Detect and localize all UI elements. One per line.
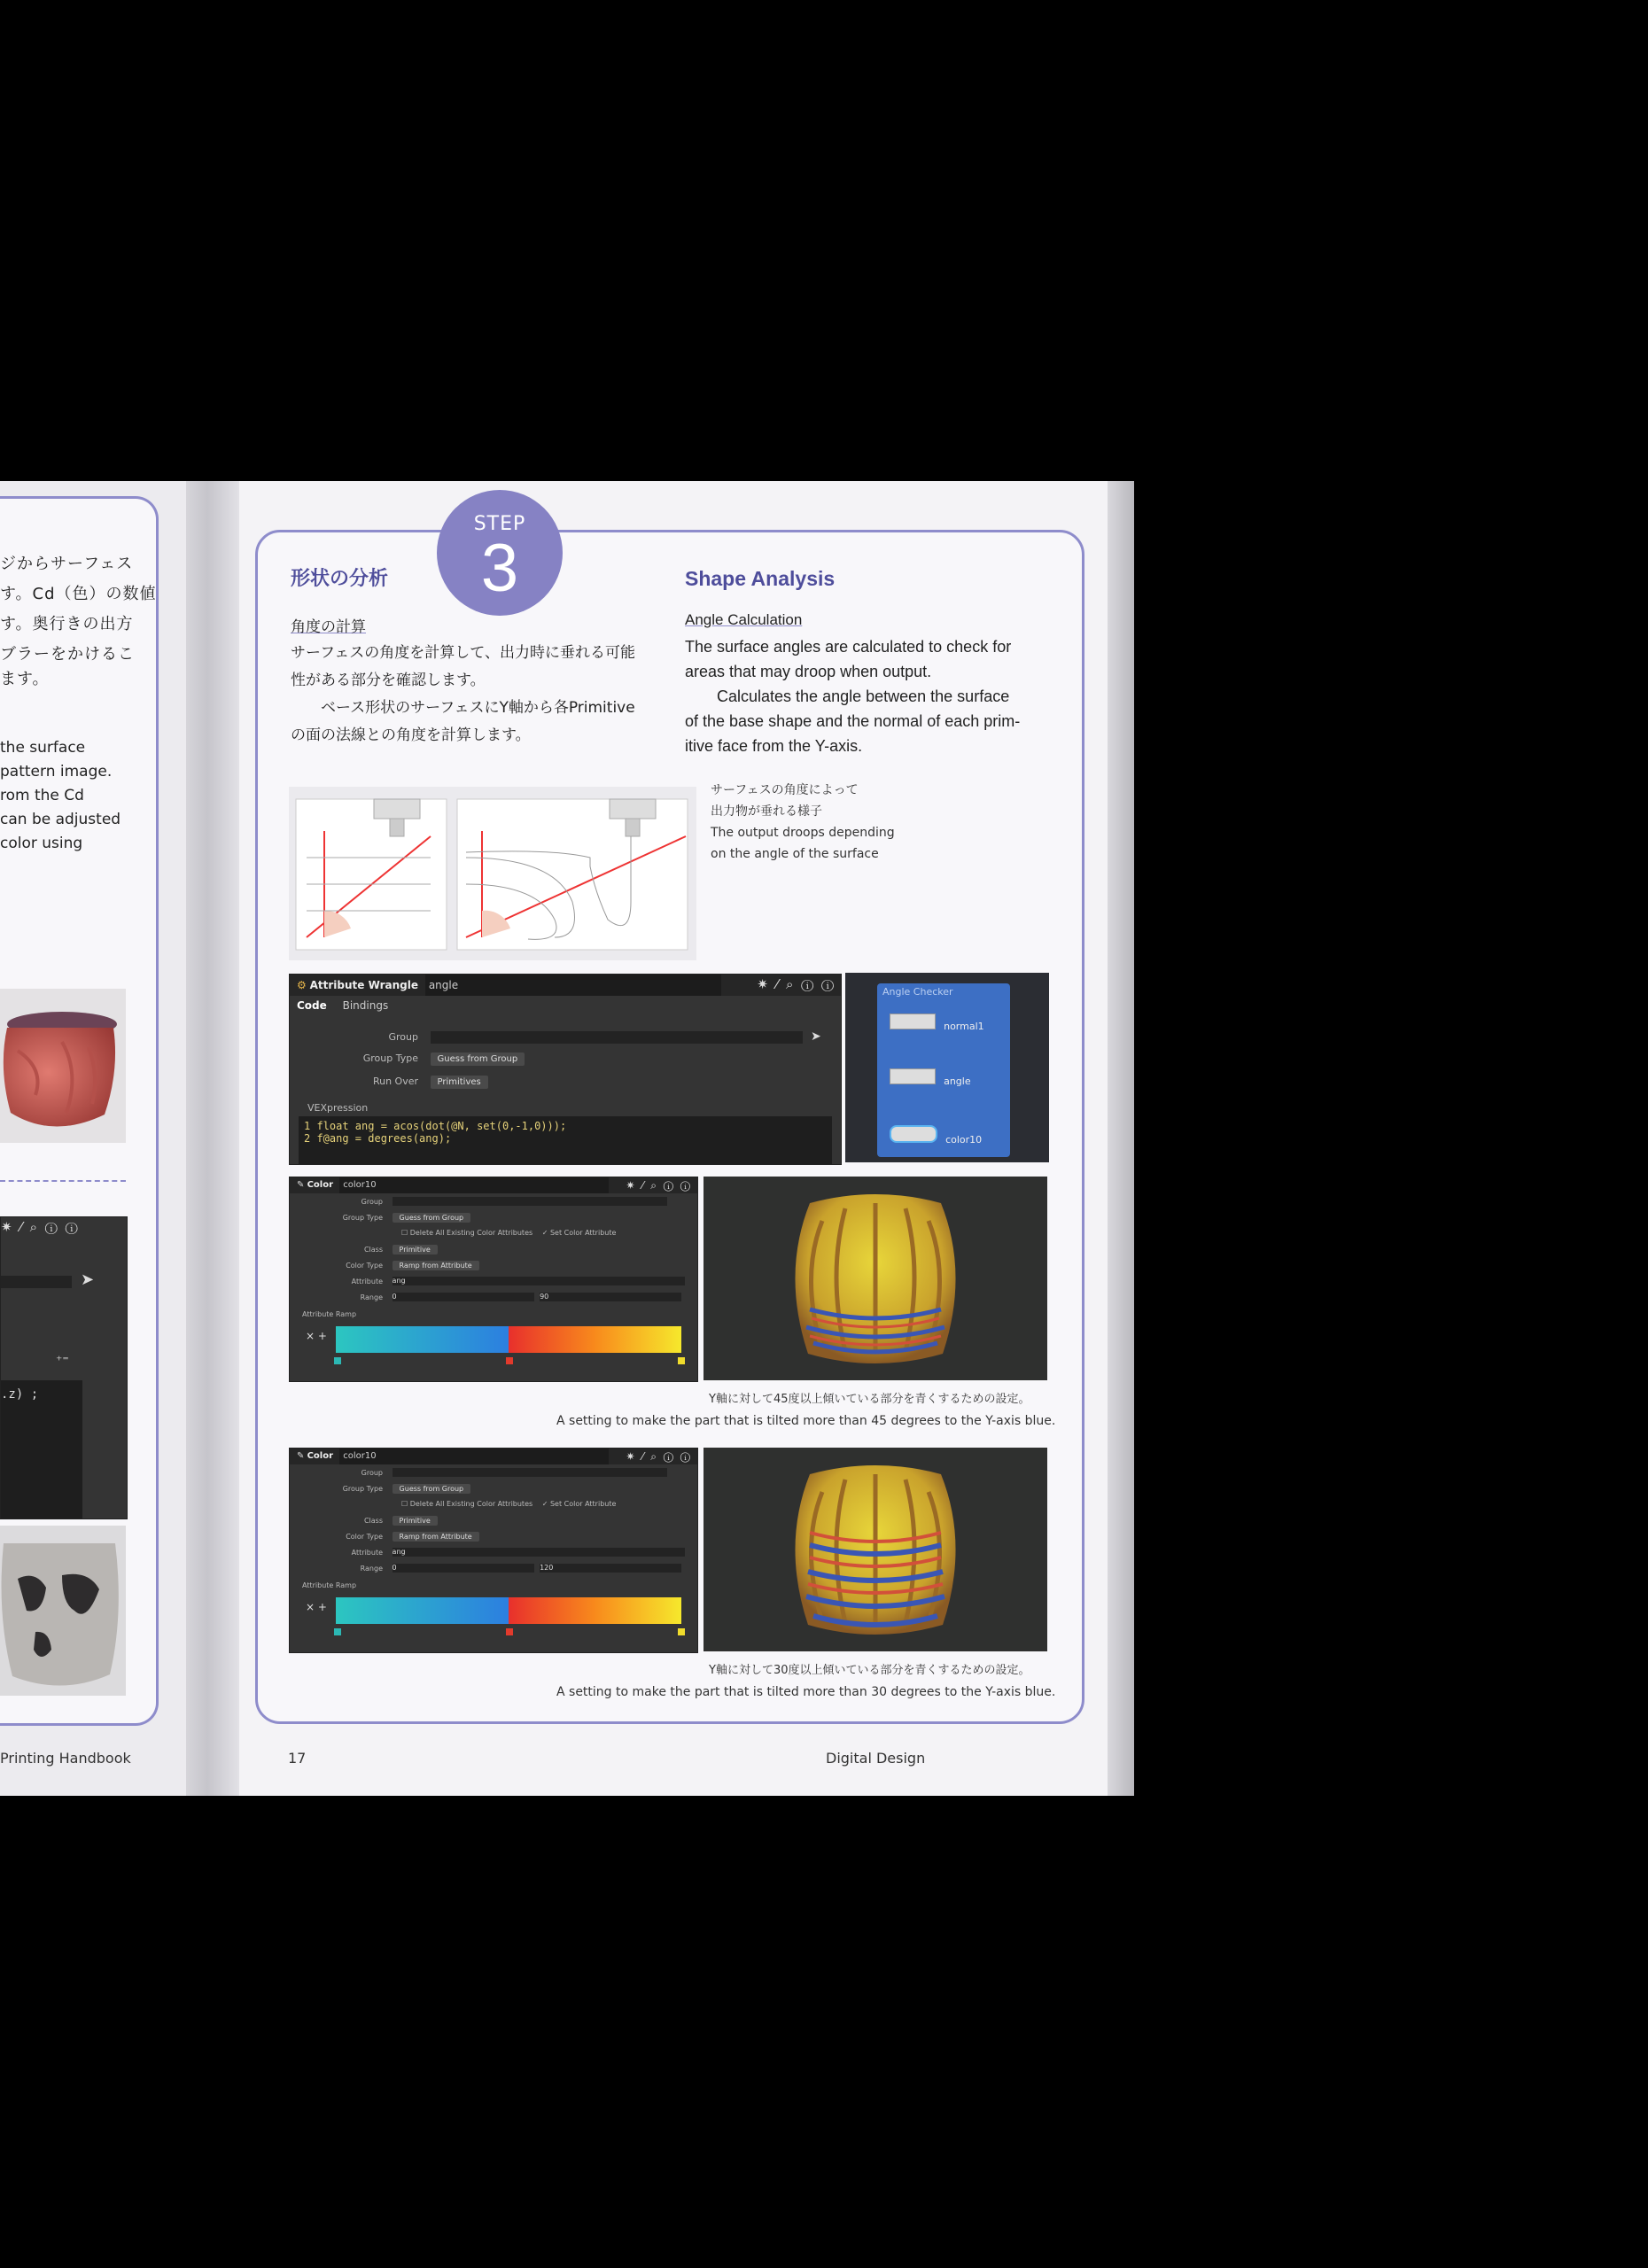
node-color10[interactable] [890,1125,982,1146]
tab-code[interactable]: Code [297,999,327,1012]
group-field[interactable] [393,1468,667,1477]
step-number: 3 [480,531,519,606]
attribute-row [290,1277,685,1285]
code-line: 2 f@ang = degrees(ang); [304,1132,452,1145]
class-row [290,1516,438,1526]
node-icon [890,1014,936,1029]
delete-attrs-label: Delete All Existing Color Attributes [409,1229,533,1237]
caption-line: The output droops depending [711,826,895,840]
diagram-caption [711,780,895,865]
para-en-line: areas that may droop when output. [685,663,932,680]
attribute-field[interactable]: ang [393,1548,685,1557]
network-box-title: Angle Checker [882,986,953,998]
panel-icons[interactable]: ✷ ⁄ ⌕ ⓘ ⓘ [626,1179,692,1192]
color-node-panel-a [289,1177,698,1382]
color-type-row [290,1532,479,1542]
class-select[interactable]: Primitive [393,1245,438,1254]
wrangle-icon: ⚙ [297,979,307,991]
range-max-field[interactable]: 90 [540,1293,681,1301]
node-type-label: Color [307,1451,334,1461]
panel-icons[interactable]: ✷ ⁄ ⌕ ⓘ ⓘ [757,976,836,992]
range-label: Range [360,1293,383,1301]
code-snippet[interactable]: .z) ; [1,1380,82,1519]
page-edge [1108,481,1134,1796]
para-en-line: itive face from the Y-axis. [685,737,863,755]
set-color-checkbox[interactable]: ✓ [541,1500,548,1508]
node-graph-panel [845,973,1049,1162]
para-jp-line: の面の法線との角度を計算します。 [291,726,531,744]
viewport-render-b [704,1448,1047,1651]
left-jp-line: ブラーをかけるこ [0,645,135,664]
node-label: color10 [945,1134,983,1146]
red-vase-render [0,989,126,1143]
attribute-label: Attribute [351,1277,383,1285]
left-world-vase-image [0,1526,126,1696]
vase-render-45 [704,1177,1047,1380]
vexpression-label: VEXpression [307,1102,369,1114]
color-ramp[interactable] [336,1597,681,1624]
left-jp-line: す。Cd（色）の数値 [0,585,157,603]
left-dashed-divider [0,1180,126,1182]
group-row [290,1468,667,1477]
attribute-field[interactable]: ang [393,1277,685,1285]
delete-attrs-checkbox[interactable]: ☐ [401,1500,408,1508]
class-label: Class [363,1517,383,1525]
left-en-line: can be adjusted [0,811,121,828]
group-label: Group [361,1468,383,1477]
left-jp-line: ます。 [0,670,50,688]
group-row [290,1197,667,1206]
panel-icons[interactable]: ✷ ⁄ ⌕ ⓘ ⓘ [1,1219,80,1235]
para-jp-line: ベース形状のサーフェスにY軸から各Primitive [321,699,635,717]
left-jp-line: す。奥行きの出方 [0,615,134,633]
delete-attrs-label: Delete All Existing Color Attributes [409,1500,533,1508]
vase-render-30 [704,1448,1047,1651]
heading-jp: 形状の分析 [291,568,389,590]
run-over-label: Run Over [372,1076,418,1087]
caption-45-en: A setting to make the part that is tilted more than 45 degrees to the Y-axis blue. [556,1414,1056,1428]
color-type-select[interactable]: Ramp from Attribute [393,1532,479,1542]
set-color-label: Set Color Attribute [549,1500,617,1508]
vex-code-editor[interactable] [299,1116,832,1164]
panel-icons[interactable]: ✷ ⁄ ⌕ ⓘ ⓘ [626,1450,692,1463]
left-en-line: rom the Cd [0,787,84,804]
node-label: normal1 [944,1021,984,1032]
left-footer: Printing Handbook [0,1750,131,1767]
ramp-add-icon[interactable]: × + [306,1330,327,1342]
ramp-key-yellow[interactable] [678,1628,685,1635]
group-type-label: Group Type [362,1052,418,1064]
range-row [290,1293,681,1301]
group-row [290,1029,821,1044]
para-en-line: Calculates the angle between the surface [717,687,1010,705]
node-icon [890,1125,937,1143]
subheading-en: Angle Calculation [685,611,803,628]
ramp-key-red[interactable] [506,1628,513,1635]
left-node-panel [0,1216,128,1519]
code-line: 1 float ang = acos(dot(@N, set(0,-1,0))); [304,1120,567,1132]
color-node-panel-b [289,1448,698,1653]
group-type-select[interactable]: Guess from Group [431,1052,525,1066]
ramp-label: Attribute Ramp [302,1310,357,1318]
page-number: 17 [288,1750,307,1767]
left-en-line: the surface [0,739,86,757]
group-type-label: Group Type [342,1485,383,1493]
select-arrow-icon[interactable]: ➤ [81,1270,95,1289]
ramp-add-icon[interactable]: × + [306,1601,327,1613]
caption-30-en: A setting to make the part that is tilted more than 30 degrees to the Y-axis blue. [556,1685,1056,1699]
viewport-render-a [704,1177,1047,1380]
tab-bindings[interactable]: Bindings [342,999,389,1012]
caption-line: サーフェスの角度によって [711,783,859,797]
para-jp-line: 性がある部分を確認します。 [291,672,486,689]
node-type-label: Color [307,1180,334,1190]
run-over-row [290,1076,488,1089]
color-type-row [290,1261,479,1270]
set-color-checkbox[interactable]: ✓ [541,1229,548,1237]
para-en-line: The surface angles are calculated to check for [685,638,1012,656]
group-type-row [290,1213,470,1223]
left-vase-image [0,989,126,1143]
paragraph-en [685,634,1020,758]
node-name-field[interactable]: angle [425,975,721,996]
color-type-label: Color Type [346,1262,383,1270]
para-jp-line: サーフェスの角度を計算して、出力時に垂れる可能 [291,644,635,662]
add-param-icon[interactable]: ⁺⁼ [56,1354,69,1368]
caption-30-jp: Y軸に対して30度以上傾いている部分を青くするための設定。 [709,1664,1030,1677]
class-select[interactable]: Primitive [393,1516,438,1526]
attribute-row [290,1548,685,1557]
class-row [290,1245,438,1254]
select-arrow-icon[interactable]: ➤ [811,1029,821,1044]
range-max-field[interactable]: 120 [540,1564,681,1573]
step-badge [437,490,563,616]
set-color-label: Set Color Attribute [549,1229,617,1237]
node-angle[interactable] [890,1068,971,1088]
section-title: Digital Design [826,1750,926,1767]
group-type-row [290,1484,470,1494]
para-en-line: of the base shape and the normal of each prim- [685,712,1021,730]
run-over-select[interactable]: Primitives [431,1076,488,1089]
group-type-row [290,1052,525,1066]
left-en-line: pattern image. [0,763,113,781]
group-type-label: Group Type [342,1214,383,1222]
color-node-icon: ✎ [297,1451,305,1461]
book-gutter [186,481,239,1796]
node-label: angle [944,1076,971,1087]
group-field[interactable] [393,1197,667,1206]
ramp-key-teal[interactable] [334,1357,341,1364]
caption-45-jp: Y軸に対して45度以上傾いている部分を青くするための設定。 [709,1393,1030,1406]
range-row [290,1564,681,1573]
node-name-field[interactable]: color10 [339,1449,609,1464]
droop-diagram-svg [289,787,696,960]
node-type-label: Attribute Wrangle [309,979,418,991]
ramp-key-red[interactable] [506,1357,513,1364]
attribute-label: Attribute [351,1548,383,1557]
group-field[interactable] [431,1031,803,1044]
delete-attrs-checkbox[interactable]: ☐ [401,1229,408,1237]
attribute-wrangle-panel [289,974,842,1165]
caption-line: 出力物が垂れる様子 [711,804,822,819]
panel-tabs [290,996,841,1015]
group-type-select[interactable]: Guess from Group [393,1213,471,1223]
color-ramp[interactable] [336,1326,681,1353]
range-min-field[interactable]: 0 [393,1293,534,1301]
ramp-key-yellow[interactable] [678,1357,685,1364]
group-label: Group [361,1197,383,1206]
range-min-field[interactable]: 0 [393,1564,534,1573]
left-en-line: color using [0,835,83,852]
color-type-label: Color Type [346,1533,383,1541]
group-label: Group [388,1031,418,1043]
node-normal1[interactable] [890,1014,984,1033]
checkbox-row [401,1500,616,1508]
world-map-vase-render [0,1526,126,1696]
network-box [877,983,1010,1157]
node-name-field[interactable]: color10 [339,1177,609,1193]
caption-line: on the angle of the surface [711,847,879,861]
node-icon [890,1068,936,1084]
heading-en: Shape Analysis [685,567,836,590]
color-node-icon: ✎ [297,1180,305,1190]
group-field[interactable] [1,1276,72,1288]
subheading-jp: 角度の計算 [291,618,366,636]
color-type-select[interactable]: Ramp from Attribute [393,1261,479,1270]
droop-diagram [289,787,696,960]
ramp-key-teal[interactable] [334,1628,341,1635]
paragraph-jp [291,640,635,750]
group-type-select[interactable]: Guess from Group [393,1484,471,1494]
ramp-label: Attribute Ramp [302,1581,357,1589]
range-label: Range [360,1564,383,1573]
step-label: STEP [473,513,526,535]
class-label: Class [363,1246,383,1254]
checkbox-row [401,1229,616,1237]
left-jp-line: ジからサーフェス [0,555,134,573]
